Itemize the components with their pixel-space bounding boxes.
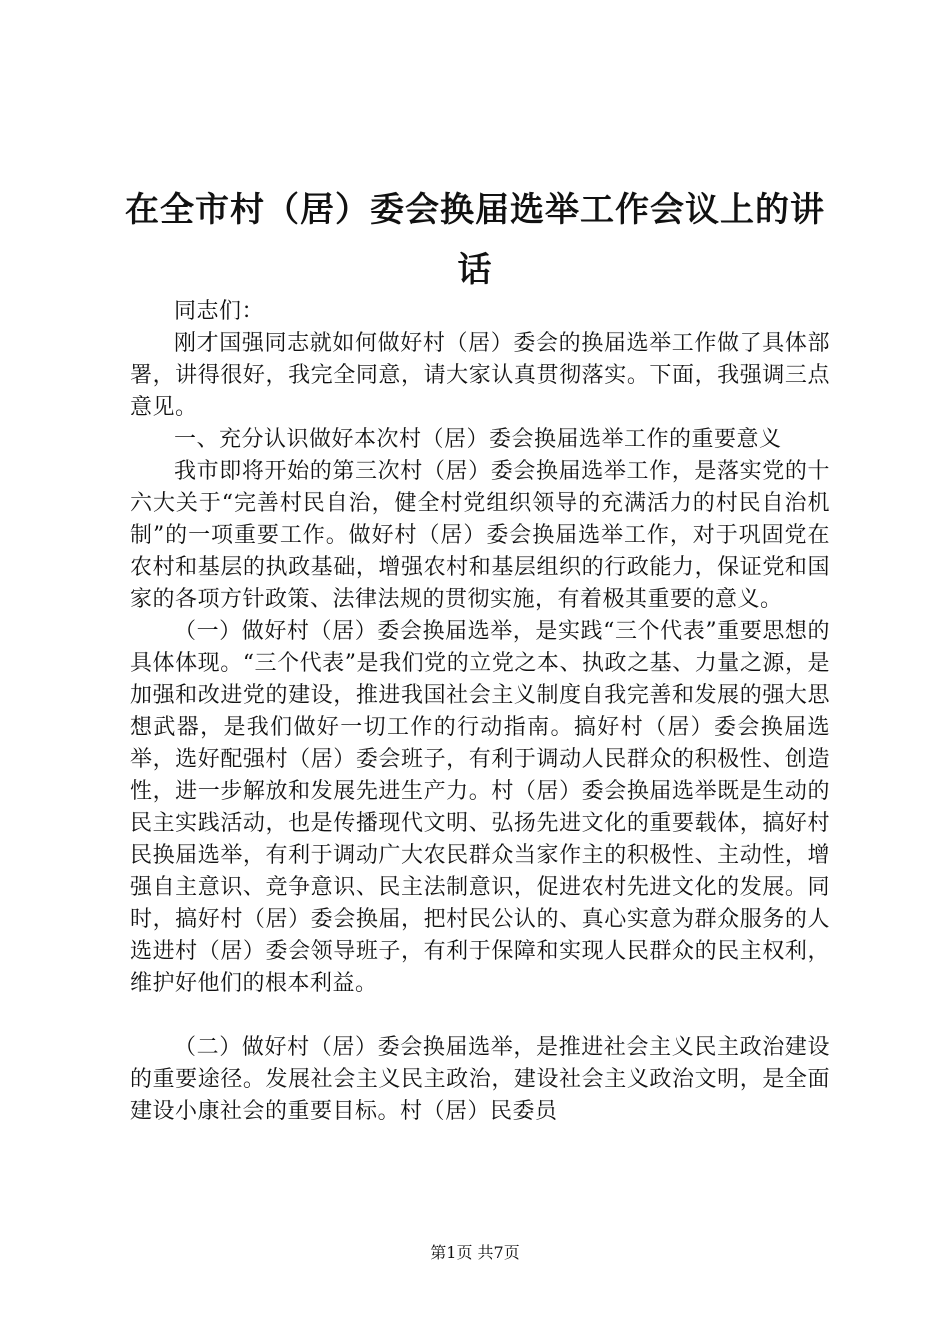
paragraph-point-1: （一）做好村（居）委会换届选举，是实践“三个代表”重要思想的具体体现。“三个代表”是我们党的立党之本、执政之基、力量之源，是加强和改进党的建设，推进我国社会主义制度自我完善和发展的强大思想武器，是我们做好一切工作的行动指南。搞好村（居）委会换届选举，选好配强村（居）委会班子，有利于调动人民群众的积极性、创造性，进一步解放和发展先进生产力。村（居）委会换届选举既是生动的民主实践活动，也是传播现代文明、弘扬先进文化的重要载体，搞好村民换届选举，有利于调动广大农民群众当家作主的积极性、主动性，增强自主意识、竞争意识、民主法制意识，促进农村先进文化的发展。同时，搞好村（居）委会换届，把村民公认的、真心实意为群众服务的人选进村（居）委会领导班子，有利于保障和实现人民群众的民主权利，维护好他们的根本利益。	[130, 619, 830, 996]
document-body	[130, 296, 830, 1128]
paragraph-intro: 刚才国强同志就如何做好村（居）委会的换届选举工作做了具体部署，讲得很好，我完全同意，请大家认真贯彻落实。下面，我强调三点意见。	[130, 331, 830, 420]
paragraph-point-2: （二）做好村（居）委会换届选举，是推进社会主义民主政治建设的重要途径。发展社会主义民主政治，建设社会主义政治文明，是全面建设小康社会的重要目标。村（居）民委员	[130, 1035, 830, 1124]
section-heading-1: 一、充分认识做好本次村（居）委会换届选举工作的重要意义	[174, 427, 782, 452]
paragraph-significance: 我市即将开始的第三次村（居）委会换届选举工作，是落实党的十六大关于“完善村民自治，健全村党组织领导的充满活力的村民自治机制”的一项重要工作。做好村（居）委会换届选举工作，对于巩固党在农村和基层的执政基础，增强农村和基层组织的行政能力，保证党和国家的各项方针政策、法律法规的贯彻实施，有着极其重要的意义。	[130, 459, 830, 612]
page-number: 第1页 共7页	[430, 1243, 520, 1262]
document-title-line-1: 在全市村（居）委会换届选举工作会议上的讲	[125, 190, 825, 230]
salutation: 同志们：	[174, 299, 265, 324]
document-title-line-2: 话	[457, 250, 493, 290]
